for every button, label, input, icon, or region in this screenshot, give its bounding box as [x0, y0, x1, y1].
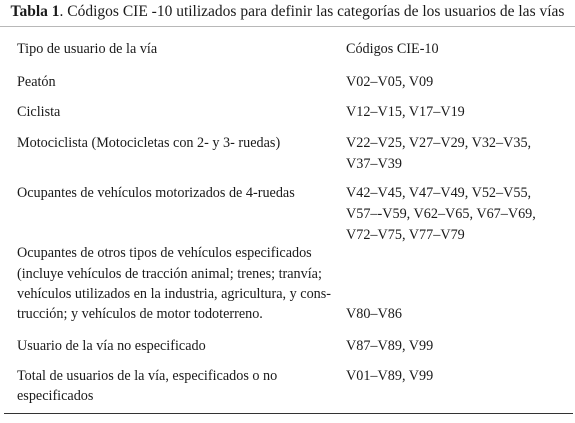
row-no-especificado-codes: V87–V89, V99	[346, 338, 434, 354]
row-4ruedas-codes-line-2: V57–-V59, V62–V65, V67–V69,	[346, 206, 536, 222]
row-otros-type-line-3: vehículos utilizados en la industria, agricultura, y cons-	[17, 286, 332, 302]
bottom-rule	[4, 413, 573, 414]
row-otros-type-line-1: Ocupantes de otros tipos de vehículos especificados	[17, 245, 312, 261]
caption-text: . Códigos CIE -10 utilizados para definir las categorías de los usuarios de las vías	[59, 3, 565, 20]
row-total-codes: V01–V89, V99	[346, 368, 434, 384]
row-total-type-line-2: especificados	[17, 388, 94, 404]
row-motociclista-codes-line-2: V37–V39	[346, 156, 402, 172]
row-peaton-type: Peatón	[17, 74, 56, 90]
header-codes: Códigos CIE-10	[346, 41, 439, 57]
header-type: Tipo de usuario de la vía	[17, 41, 158, 57]
row-otros-codes: V80–V86	[346, 306, 402, 322]
top-rule	[0, 26, 575, 27]
row-no-especificado-type: Usuario de la vía no especificado	[17, 338, 206, 354]
row-otros-type-line-4: trucción; y vehículos de motor todoterreno.	[17, 306, 263, 322]
row-4ruedas-codes-line-1: V42–V45, V47–V49, V52–V55,	[346, 185, 532, 201]
caption-label: Tabla 1	[10, 3, 60, 20]
row-otros-type-line-2: (incluye vehículos de tracción animal; trenes; tranvía;	[17, 266, 322, 282]
row-4ruedas-codes-line-3: V72–V75, V77–V79	[346, 227, 465, 243]
row-peaton-codes: V02–V05, V09	[346, 74, 434, 90]
row-total-type-line-1: Total de usuarios de la vía, especificados o no	[17, 368, 278, 384]
row-motociclista-codes-line-1: V22–V25, V27–V29, V32–V35,	[346, 135, 532, 151]
row-4ruedas-type: Ocupantes de vehículos motorizados de 4-ruedas	[17, 185, 295, 201]
row-ciclista-type: Ciclista	[17, 104, 61, 120]
table-caption	[0, 3, 575, 21]
row-motociclista-type: Motociclista (Motocicletas con 2- y 3- ruedas)	[17, 135, 281, 151]
row-ciclista-codes: V12–V15, V17–V19	[346, 104, 465, 120]
